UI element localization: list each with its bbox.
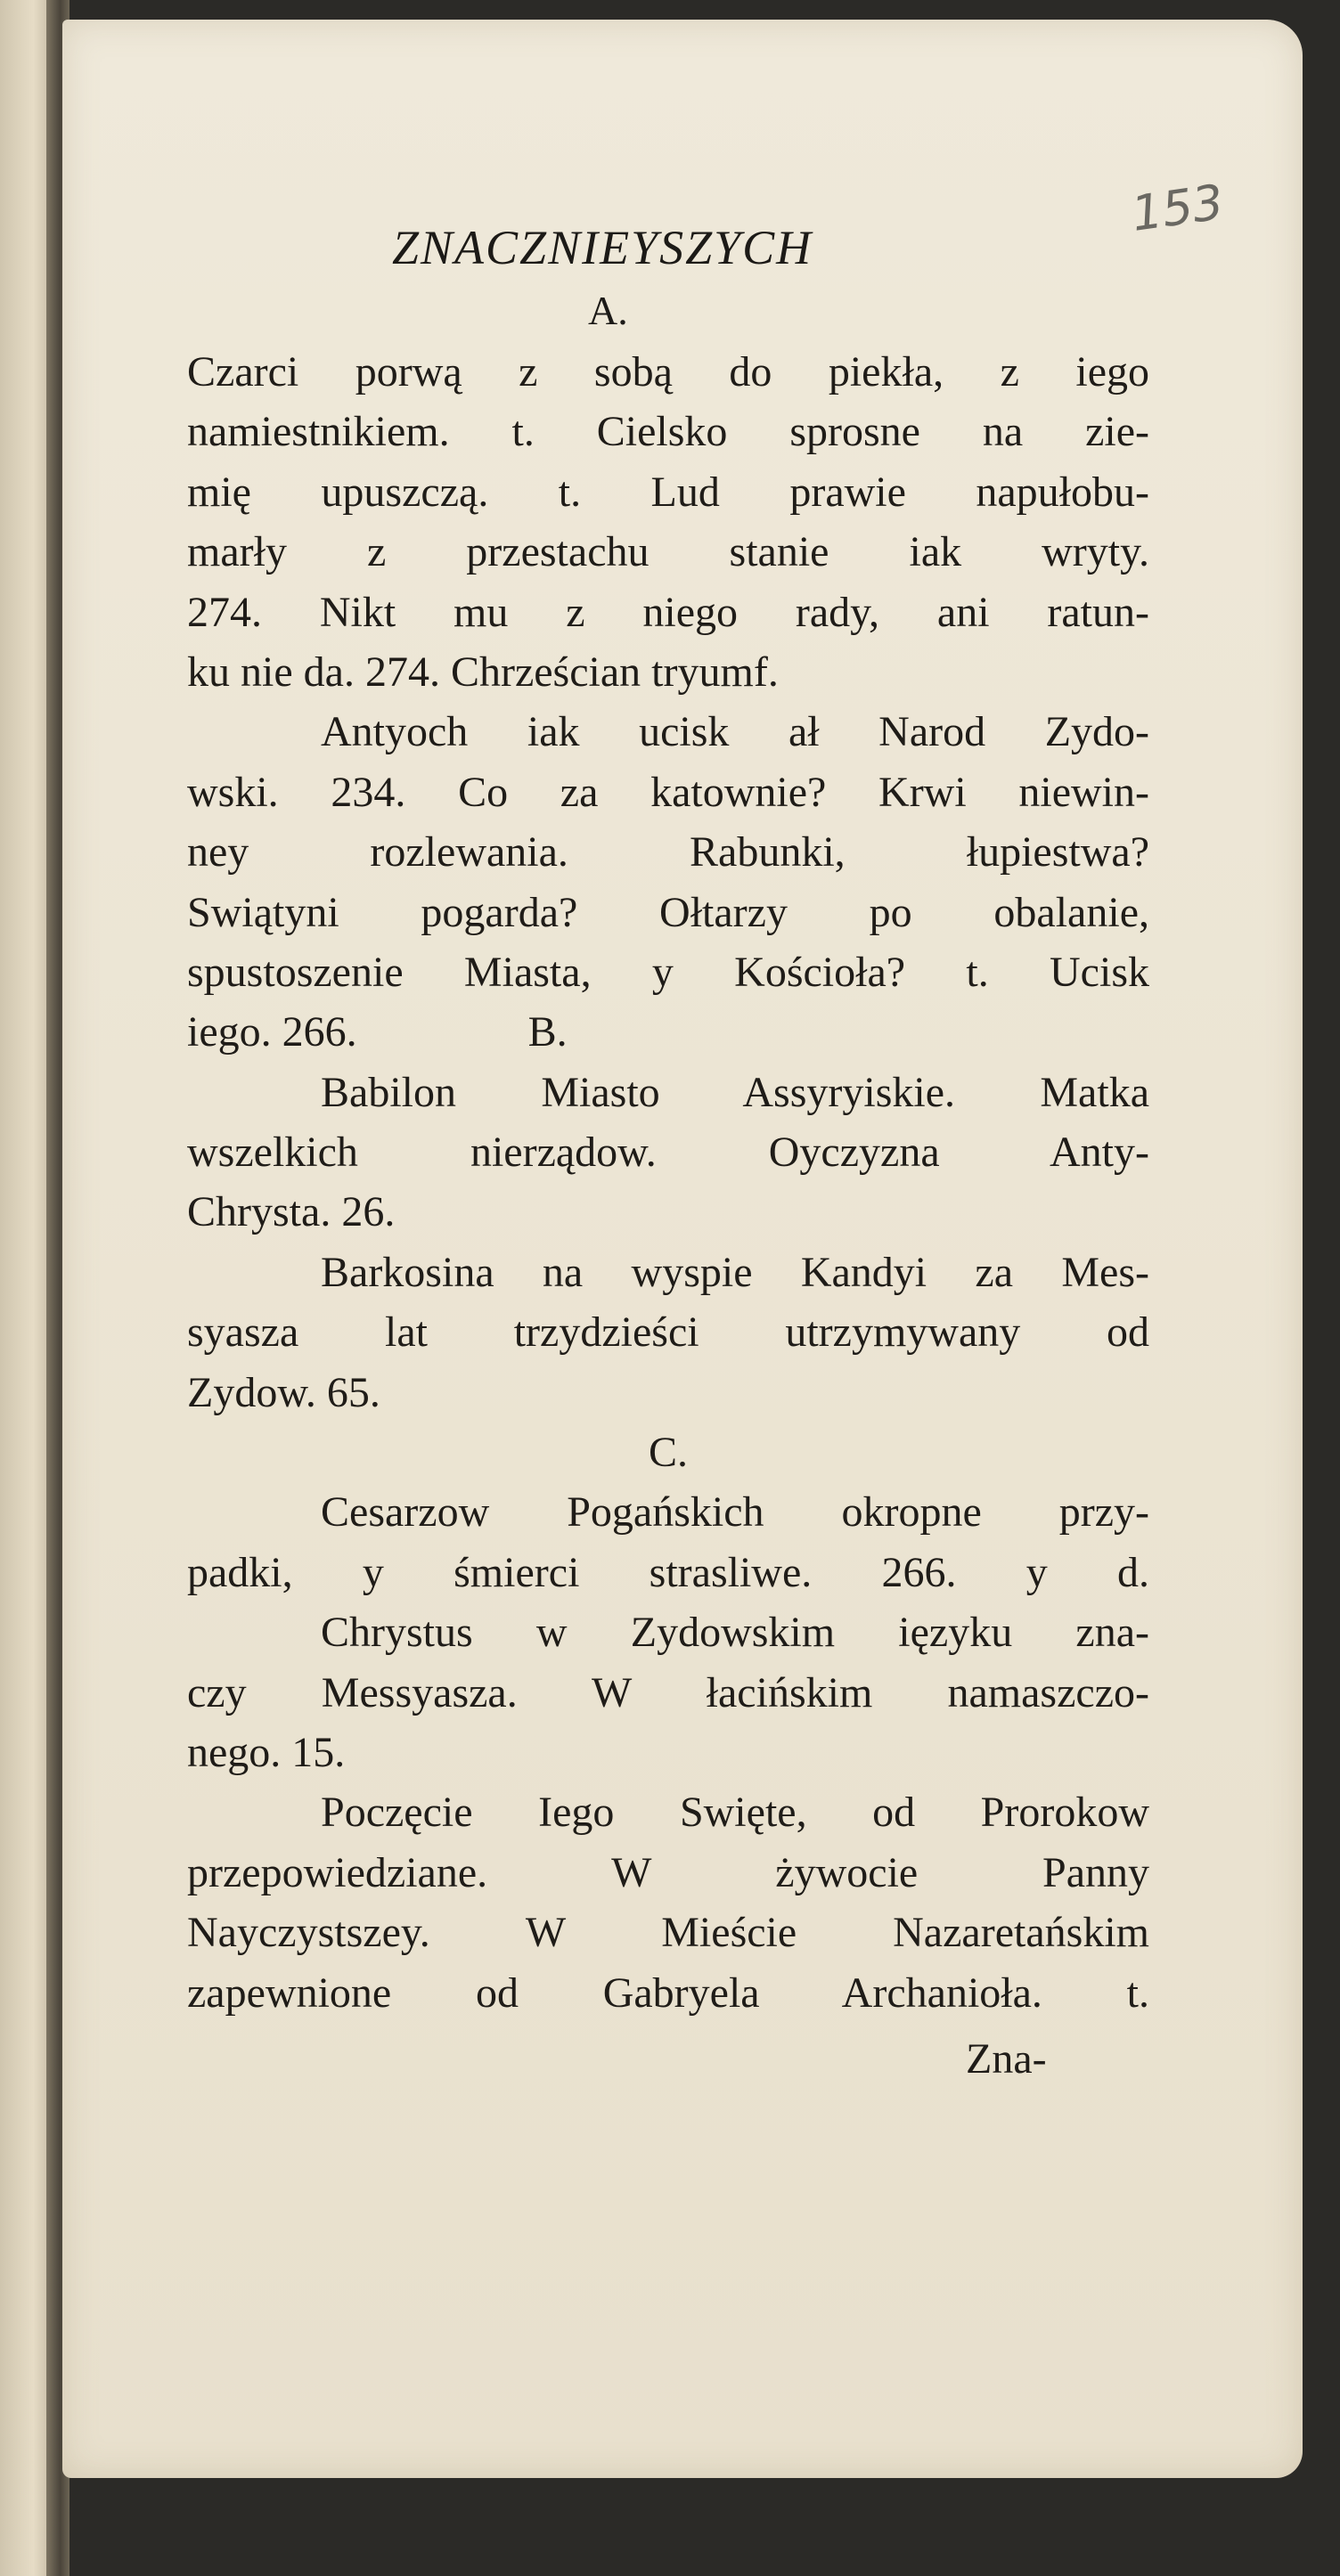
- text-line: Poczęcie Iego Swięte, od Prorokow: [321, 1789, 1149, 1837]
- text-line: mię upuszczą. t. Lud prawie napułobu-: [187, 468, 1149, 516]
- section-letter-a: A.: [588, 288, 628, 333]
- text-line: wski. 234. Co za katownie? Krwi niewin-: [187, 768, 1149, 816]
- text-line: Chrysta. 26.: [187, 1188, 396, 1236]
- text-line: namiestnikiem. t. Cielsko sprosne na zie-: [187, 408, 1149, 456]
- text-line: Antyoch iak ucisk ał Narod Zydo-: [321, 708, 1149, 756]
- book-page: [62, 20, 1303, 2478]
- text-line: syasza lat trzydzieści utrzymywany od: [187, 1308, 1149, 1357]
- text-line: Chrystus w Zydowskim ięzyku zna-: [321, 1609, 1149, 1657]
- text-line: ku nie da. 274. Chrześcian tryumf.: [187, 648, 779, 696]
- text-line: Nayczystszey. W Mieście Nazaretańskim: [187, 1909, 1149, 1957]
- text-line: przepowiedziane. W żywocie Panny: [187, 1848, 1149, 1896]
- text-line: spustoszenie Miasta, y Kościoła? t. Ucisk: [187, 948, 1149, 996]
- text-line: zapewnione od Gabryela Archanioła. t.: [187, 1969, 1149, 2017]
- text-line: Babilon Miasto Assyryiskie. Matka: [321, 1068, 1149, 1116]
- text-line: Swiątyni pogarda? Ołtarzy po obalanie,: [187, 888, 1149, 936]
- section-letter-c: C.: [648, 1429, 688, 1477]
- handwritten-page-number: 153: [1128, 174, 1227, 242]
- text-line: nego. 15.: [187, 1728, 346, 1776]
- text-line: marły z przestachu stanie iak wryty.: [187, 528, 1149, 576]
- text-line: Barkosina na wyspie Kandyi za Mes-: [321, 1248, 1149, 1296]
- page-heading: ZNACZNIEYSZYCH: [392, 221, 813, 274]
- catchword: Zna-: [966, 2035, 1047, 2083]
- text-line: Czarci porwą z sobą do piekła, z iego: [187, 348, 1149, 395]
- index-text-block: [187, 342, 1149, 2023]
- text-line: 274. Nikt mu z niego rady, ani ratun-: [187, 588, 1149, 636]
- text-line: Zydow. 65.: [187, 1368, 380, 1416]
- text-line: czy Messyasza. W łacińskim namaszczo-: [187, 1668, 1149, 1716]
- text-line: padki, y śmierci strasliwe. 266. y d.: [187, 1548, 1149, 1596]
- text-line: wszelkich nierządow. Oyczyzna Anty-: [187, 1129, 1149, 1177]
- text-line: Cesarzow Pogańskich okropne przy-: [321, 1488, 1149, 1537]
- text-line: iego. 266. B.: [187, 1008, 568, 1056]
- text-line: ney rozlewania. Rabunki, łupiestwa?: [187, 828, 1149, 876]
